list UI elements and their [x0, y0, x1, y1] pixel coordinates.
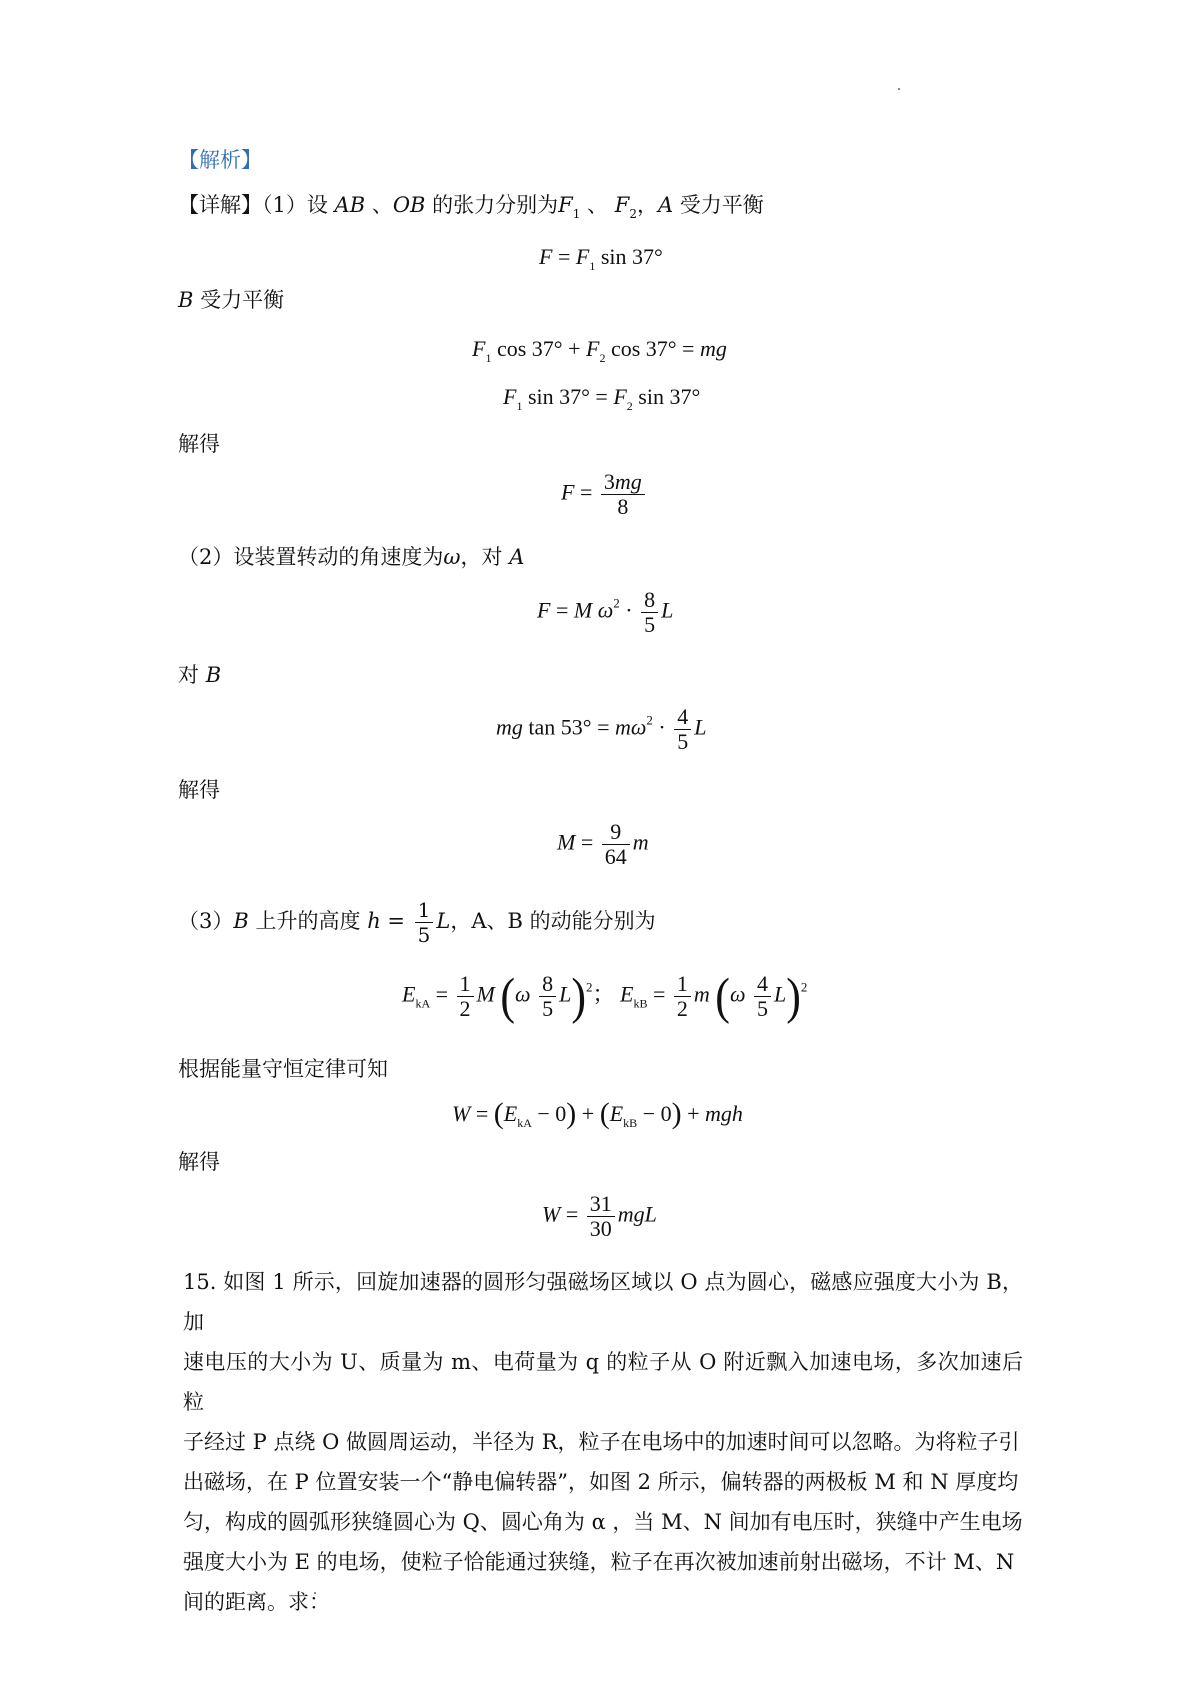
equation-7: M = $\frac{9}{64}$ m — [557, 819, 649, 869]
scan-dot — [898, 88, 900, 90]
problem-15-line: 间的距离。求： — [183, 1590, 330, 1614]
equation-10: W = $\frac{31}{30}$ mgL — [542, 1191, 657, 1241]
equation-2: $F_1$ $\cos 37^\circ + F_2$ cos 37° = mg — [472, 336, 727, 365]
equation-9: $W = (E_{kA} - 0) + (E_{kB} - 0)$ + mgh — [452, 1097, 743, 1130]
detail-tag: 【详解】 — [178, 193, 262, 217]
part2-intro: （2）设装置转动的角速度为ω，对 A — [178, 545, 525, 569]
problem-15 — [183, 1262, 1023, 1622]
equation-8: $E_{kA}$ = $\frac{1}{2}$ M (ω $\frac{8}{5}$ L)$^2$； $E_{kB}$ = $\frac{1}{2}$ m (ω $\frac{4}{5}$ L)$^2$ — [402, 967, 808, 1025]
solve-text-3: 解得 — [178, 1150, 220, 1174]
equation-1: $F = F_1$ sin 37° — [539, 244, 663, 273]
problem-15-line: 强度大小为 E 的电场，使粒子恰能通过狭缝，粒子在再次被加速前射出磁场，不计 M、N — [183, 1550, 1015, 1574]
solve-text-1: 解得 — [178, 432, 220, 456]
problem-15-line: 15. 如图 1 所示，回旋加速器的圆形匀强磁场区域以 O 点为圆心，磁感应强度大小为 B，加 — [183, 1270, 1023, 1334]
problem-15-line: 子经过 P 点绕 O 做圆周运动，半径为 R，粒子在电场中的加速时间可以忽略。为将粒子引 — [183, 1430, 1020, 1454]
equation-6: mg $\tan 53^\circ = m\omega^2$ · $\frac{4}{5}$ L — [496, 704, 707, 754]
dui-b-text: 对 B — [178, 663, 222, 687]
equation-3: $F_1$ $\sin 37^\circ = F_2$ sin 37° — [503, 384, 701, 413]
problem-15-line: 出磁场，在 P 位置安装一个“静电偏转器”，如图 2 所示，偏转器的两极板 M 和 N 厚度均 — [183, 1470, 1019, 1494]
problem-15-line: 匀，构成的圆弧形狭缝圆心为 Q、圆心角为 α ，当 M、N 间加有电压时，狭缝中产生电场 — [183, 1510, 1023, 1534]
equation-4: F = $\frac{3mg}{8}$ — [561, 470, 648, 519]
b-balance-text: B 受力平衡 — [178, 288, 285, 312]
equation-5: F = M $\omega^2$ · $\frac{8}{5}$ L — [537, 587, 674, 637]
analysis-heading: 【解析】 — [178, 148, 262, 172]
problem-15-line: 速电压的大小为 U、质量为 m、电荷量为 q 的粒子从 O 附近飘入加速电场，多次加速后粒 — [183, 1350, 1023, 1414]
part3-intro: （3）B 上升的高度 h = $\frac{1}{5}$ L，A、B 的动能分别为 — [178, 898, 656, 947]
solve-text-2: 解得 — [178, 778, 220, 802]
part1-intro: 【详解】（1）设 AB 、OB 的张力分别为$F_1$ 、 $F_2$，A 受力平衡 — [178, 193, 764, 221]
energy-text: 根据能量守恒定律可知 — [178, 1057, 388, 1081]
